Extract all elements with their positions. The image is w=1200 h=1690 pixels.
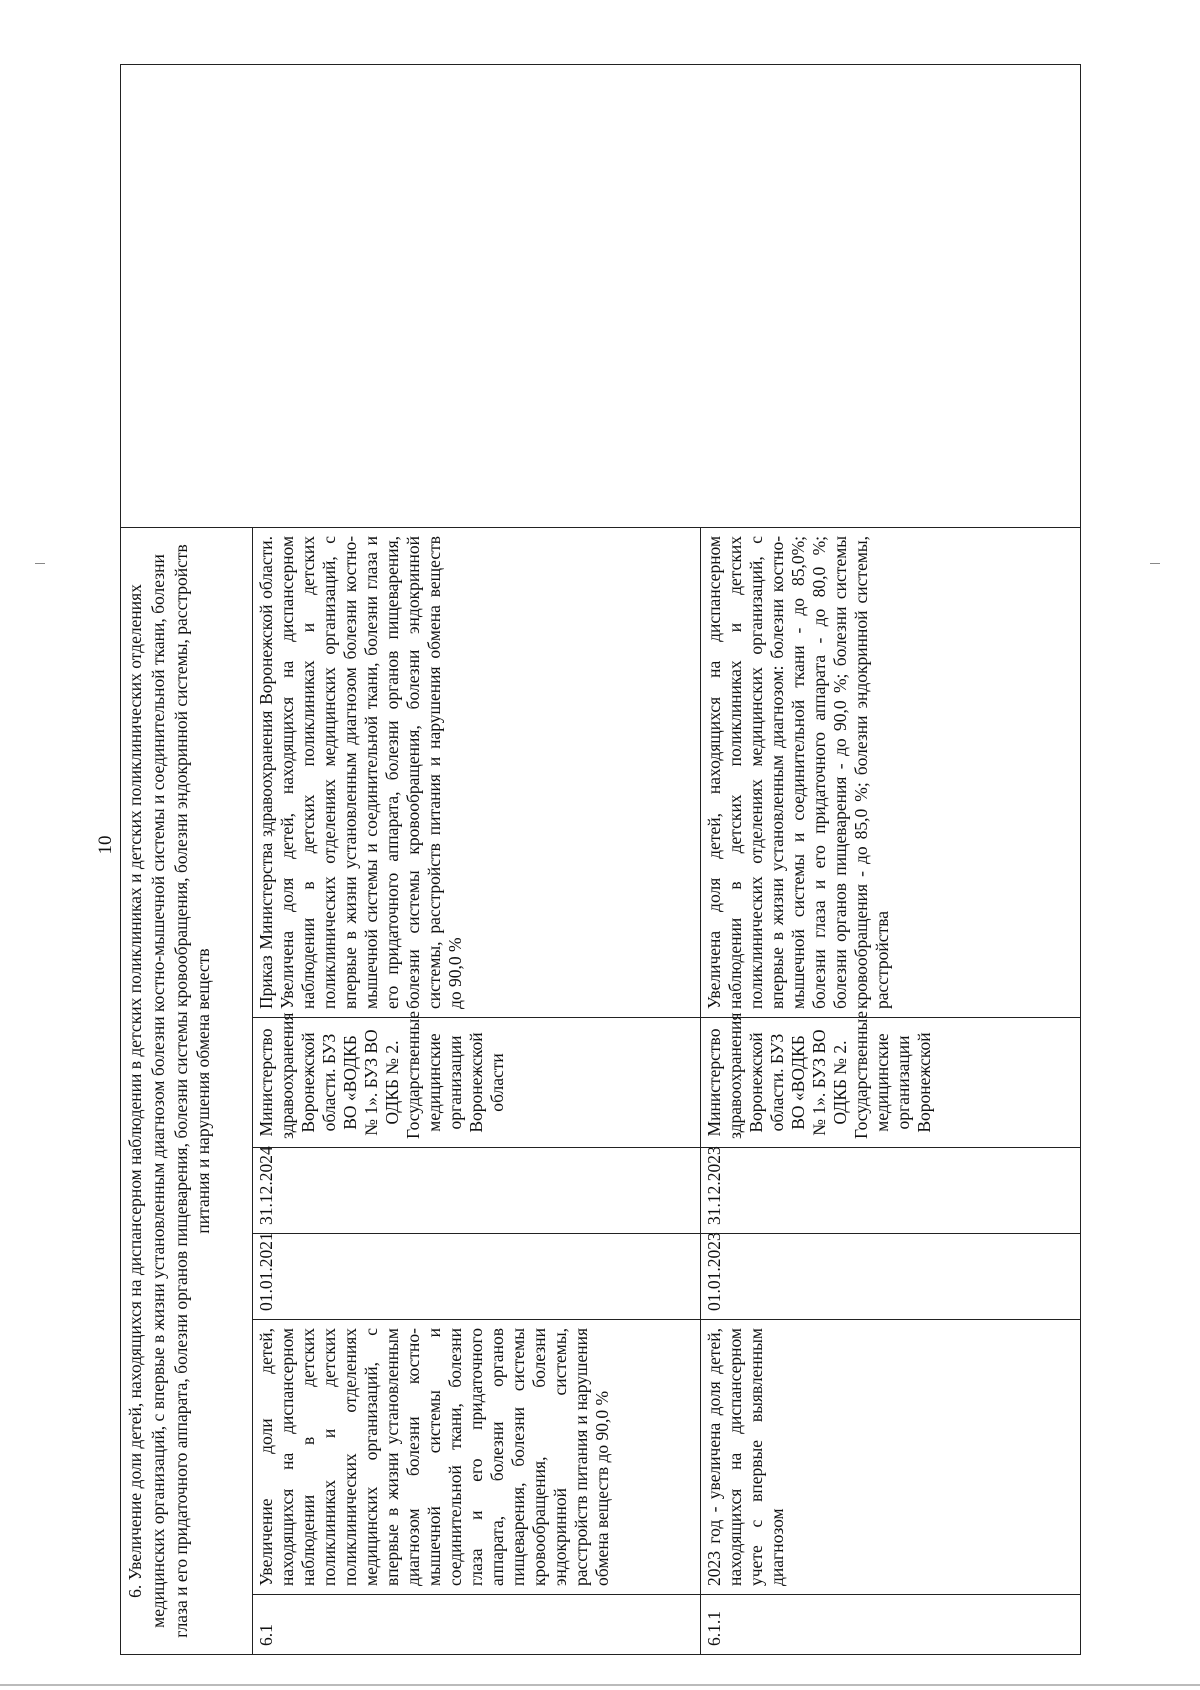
executor: Министерство здравоохранения Воронежской области. БУЗ ВО «ВОДКБ № 1». БУЗ ВО ОДКБ № 2. Государственные медицинские организации Воронежской [701, 1018, 1081, 1148]
scan-mark [1150, 563, 1160, 564]
rotated-page-content [120, 65, 1080, 1655]
result-description: Увеличена доля детей, находящихся на диспансерном наблюдении в детских поликлиниках и детских поликлинических отделениях медицинских организаций, с впервые в жизни установленным диагнозом: болезни костно-мышечной системы и соединительной ткани - до 85,0%; болезни глаза и его придаточного аппарата - до 80,0 %; болезни органов пищеварения - до 90,0 %; болезни системы кровообращения - до 85,0 %; болезни эндокринной системы, расстройства [701, 527, 1081, 1017]
row-number: 6.1.1 [701, 1595, 1081, 1655]
section-heading-row [121, 64, 253, 1654]
measures-table [120, 64, 1081, 1655]
measure-text: Увеличение доли детей, находящихся на диспансерном наблюдении в детских поликлиниках и детских поликлинических отделениях медицинских организаций, с впервые в жизни установленным диагнозом болезни костно-мышечной системы и соединительной ткани, болезни глаза и его придаточного аппарата, болезни органов пищеварения, болезни системы кровообращения, болезни эндокринной системы, расстройств питания и нарушения обмена веществ до 90,0 % [253, 1320, 701, 1595]
empty-column [121, 64, 1081, 527]
start-date: 01.01.2023 [701, 1234, 1081, 1320]
scan-mark [35, 563, 45, 564]
row-number: 6.1 [253, 1595, 701, 1655]
section-heading: 6. Увеличение доли детей, находящихся на диспансерном наблюдении в детских поликлиниках и детских поликлинических отделениях медицинских организаций, с впервые в жизни установленным диагнозом болезни костно-мышечной системы и соединительной ткани, болезни глаза и его придаточного аппарата, болезни органов пищеварения, болезни системы кровообращения, болезни эндокринной системы, расстройств питания и нарушения обмена веществ [121, 527, 253, 1654]
measure-text: 2023 год - увеличена доля детей, находящихся на диспансерном учете с впервые выявленным диагнозом [701, 1320, 1081, 1595]
result-description: Приказ Министерства здравоохранения Воронежской области. Увеличена доля детей, находящихся на диспансерном наблюдении в детских поликлиниках и детских поликлинических отделениях медицинских организаций, с впервые в жизни установленным диагнозом болезни костно-мышечной системы и соединительной ткани, болезни глаза и его придаточного аппарата, болезни органов пищеварения, болезни системы кровообращения, болезни эндокринной системы, расстройств питания и нарушения обмена веществ до 90,0 % [253, 527, 701, 1017]
start-date: 01.01.2021 [253, 1234, 701, 1320]
end-date: 31.12.2023 [701, 1148, 1081, 1234]
scan-edge-line [0, 1684, 1200, 1686]
end-date: 31.12.2024 [253, 1148, 701, 1234]
executor: Министерство здравоохранения Воронежской области. БУЗ ВО «ВОДКБ № 1». БУЗ ВО ОДКБ № 2. Государственные медицинские организации Воронежской области [253, 1018, 701, 1148]
page-number: 10 [95, 835, 116, 855]
